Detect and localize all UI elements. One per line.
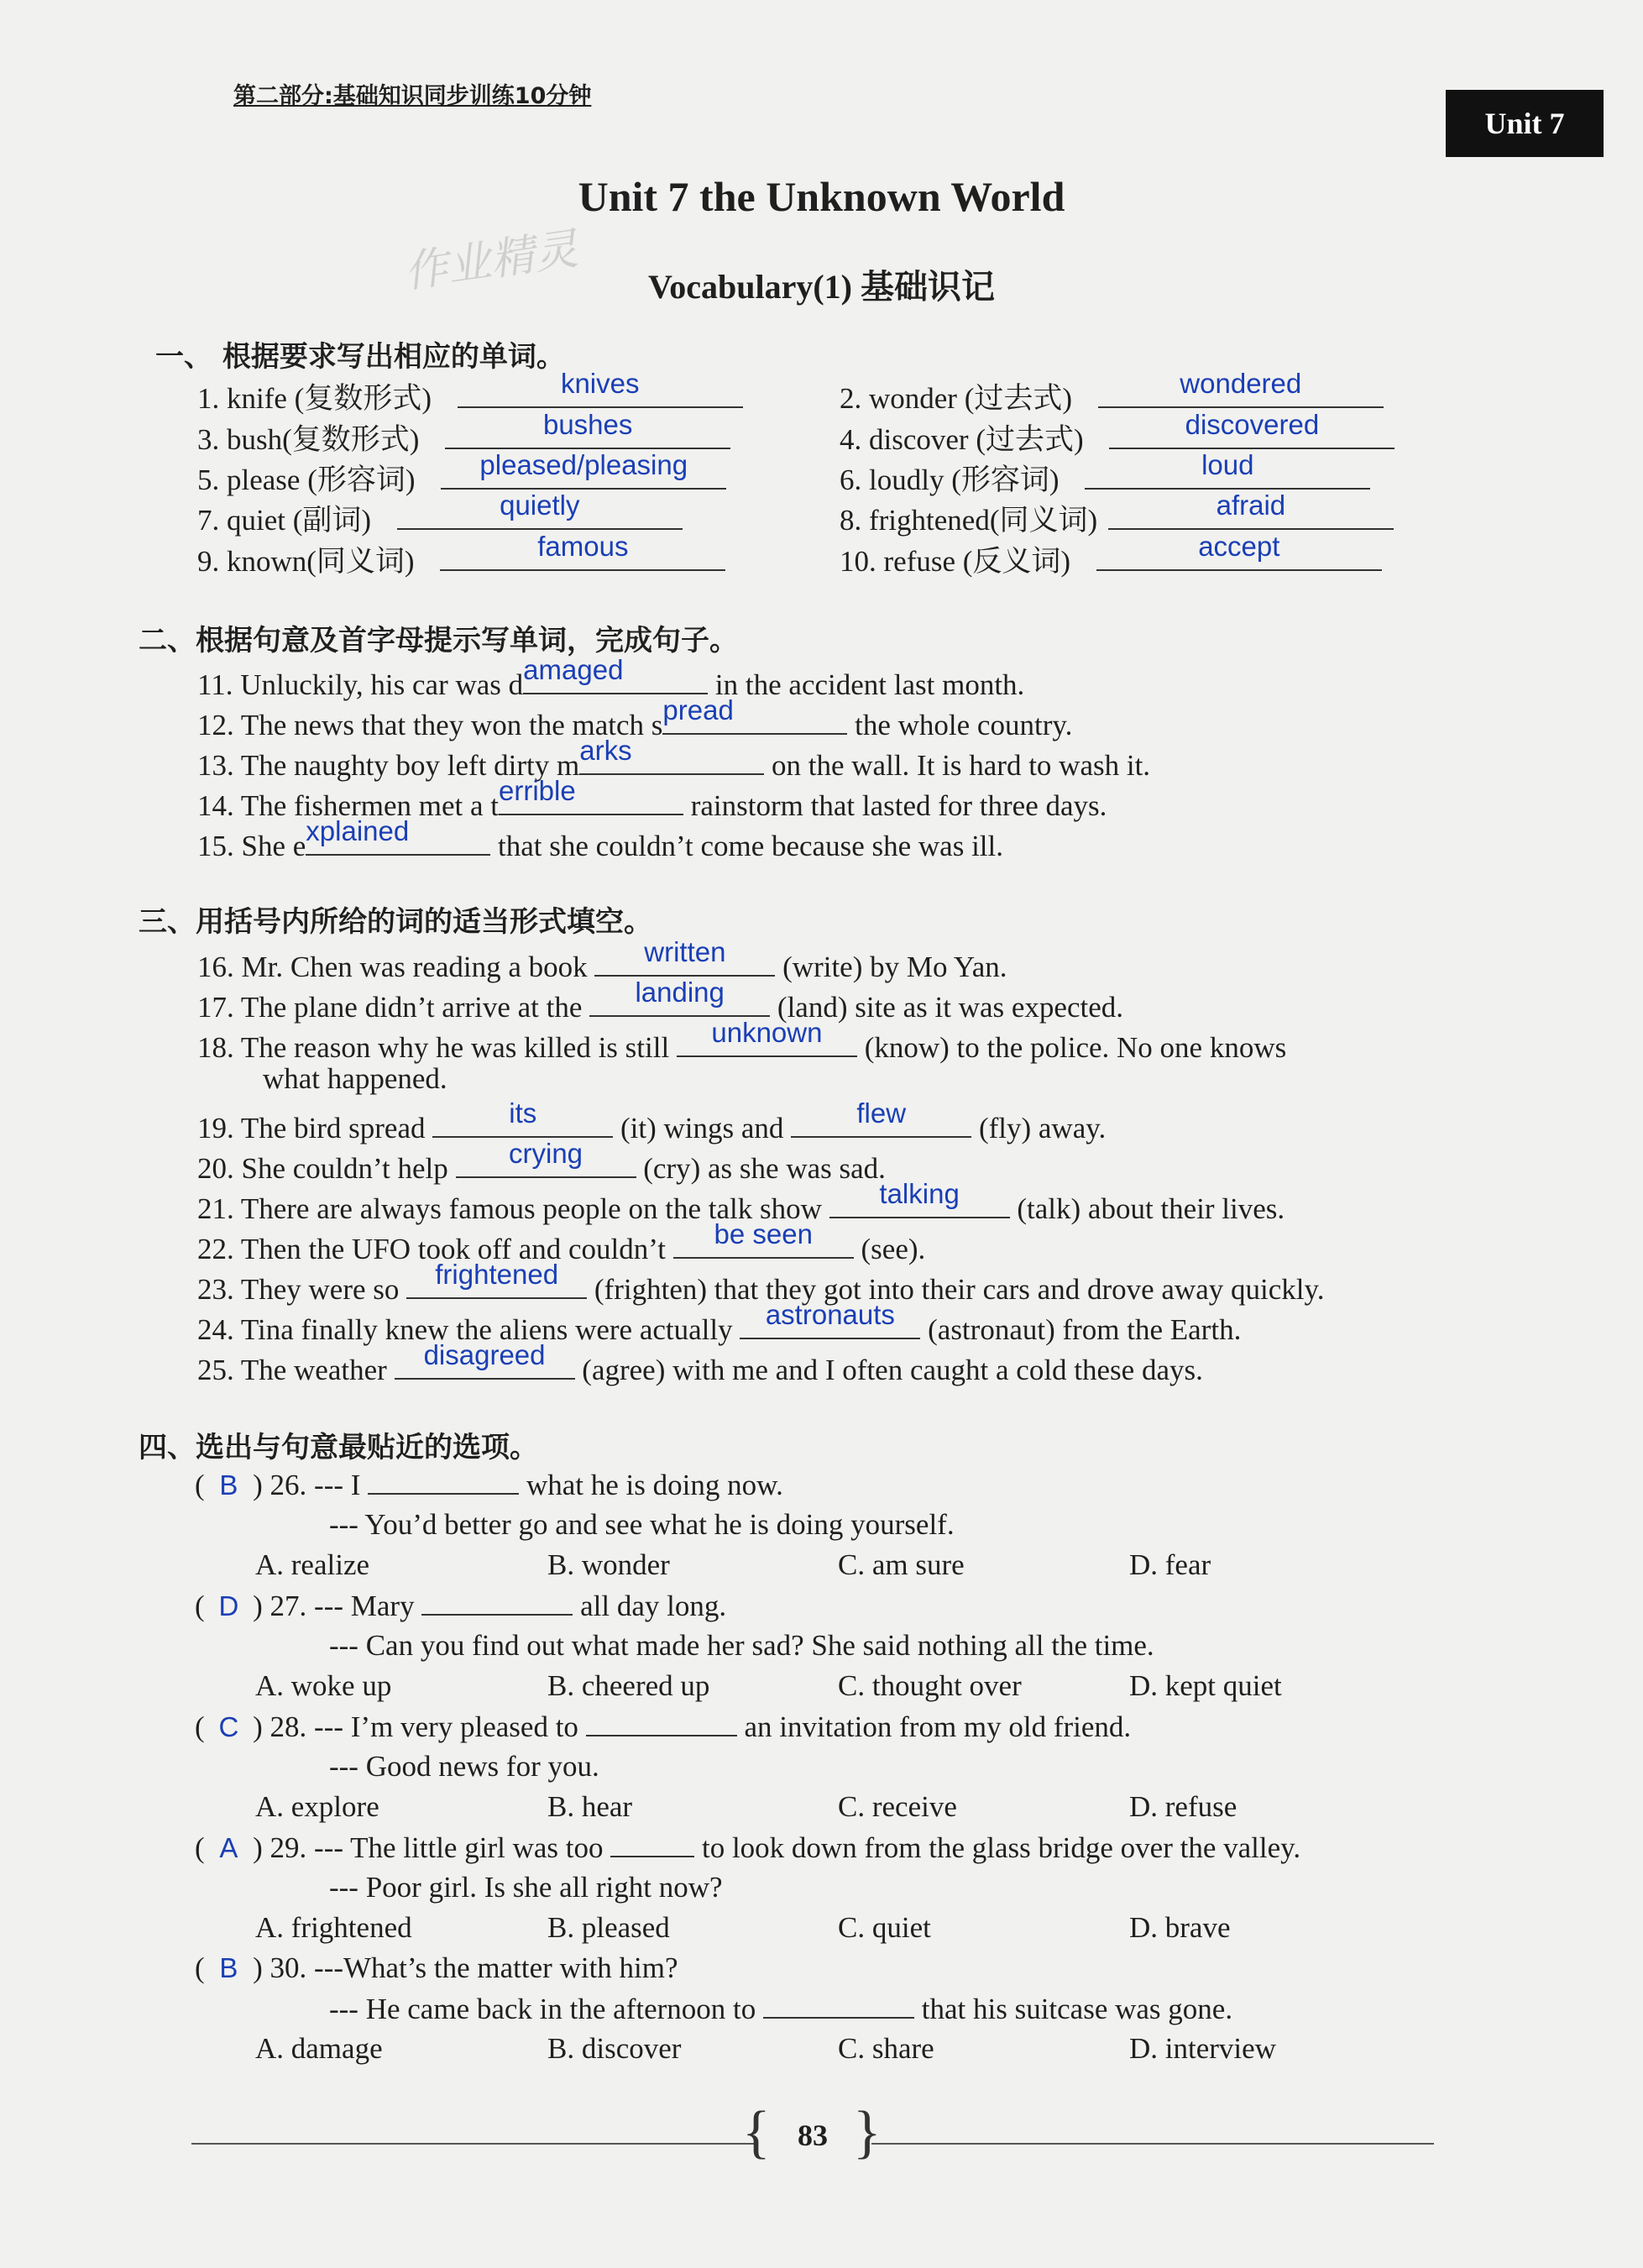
s4-reply-27: --- Can you find out what made her sad? She said nothing all the time. [329, 1629, 1154, 1662]
option-c: C. am sure [838, 1548, 965, 1581]
s3-item-24: 24. Tina finally knew the aliens were actually astronauts (astronaut) from the Earth. [197, 1299, 1242, 1346]
s3-item-17: 17. The plane didn’t arrive at the landing (land) site as it was expected. [197, 977, 1123, 1024]
s4-reply-30: --- He came back in the afternoon to that his suitcase was gone. [329, 1993, 1233, 2025]
option-a: A. explore [255, 1790, 379, 1823]
s1-item-6: 6. loudly (形容词) loud [840, 454, 1370, 499]
s1-item-1: 1. knife (复数形式) knives [197, 373, 743, 417]
s2-item-14: 14. The fishermen met a t errible rainstorm that lasted for three days. [197, 775, 1107, 822]
option-c: C. receive [838, 1790, 957, 1823]
answer: pread [662, 694, 734, 725]
answer: amaged [523, 654, 624, 685]
s2-item-12: 12. The news that they won the match s pread the whole country. [197, 694, 1073, 741]
option-a: A. realize [255, 1548, 370, 1581]
s4-reply-29: --- Poor girl. Is she all right now? [329, 1871, 723, 1904]
s4-question-27: ( D ) 27. --- Mary all day long. [195, 1590, 727, 1622]
answer: discovered [1185, 409, 1320, 440]
s3-item-18-cont: what happened. [263, 1062, 447, 1095]
option-b: B. hear [547, 1790, 633, 1823]
footer-rule-left [191, 2143, 754, 2145]
option-b: B. wonder [547, 1548, 670, 1581]
answer: accept [1198, 531, 1280, 562]
s3-item-19: 19. The bird spread its (it) wings and flew (fly) away. [197, 1097, 1107, 1144]
s1-item-10: 10. refuse (反义词) accept [840, 536, 1382, 580]
section1-heading: 一、 根据要求写出相应的单词。 [155, 340, 565, 374]
answer: famous [537, 531, 629, 562]
s1-item-7: 7. quiet (副词) quietly [197, 495, 683, 539]
s3-item-25: 25. The weather disagreed (agree) with me and I often caught a cold these days. [197, 1339, 1203, 1386]
footer-rule-right [871, 2143, 1434, 2145]
option-c: C. share [838, 2032, 934, 2065]
answer: arks [579, 735, 632, 766]
answer: unknown [711, 1017, 823, 1048]
s4-question-26: ( B ) 26. --- I what he is doing now. [195, 1469, 783, 1501]
answer: talking [879, 1178, 960, 1209]
s1-item-8: 8. frightened(同义词) afraid [840, 495, 1394, 539]
s3-item-23: 23. They were so frightened (frighten) that they got into their cars and drove away quickly. [197, 1259, 1325, 1306]
s2-item-13: 13. The naughty boy left dirty m arks on the wall. It is hard to wash it. [197, 735, 1151, 782]
answer: its [509, 1097, 537, 1129]
s4-reply-26: --- You’d better go and see what he is doing yourself. [329, 1508, 955, 1541]
choice-answer: C [218, 1711, 239, 1742]
answer: errible [498, 775, 576, 806]
answer: astronauts [765, 1299, 895, 1330]
option-a: A. frightened [255, 1911, 412, 1944]
answer: flew [856, 1097, 907, 1129]
option-b: B. pleased [547, 1911, 670, 1944]
option-d: D. fear [1129, 1548, 1211, 1581]
s1-item-2: 2. wonder (过去式) wondered [840, 373, 1384, 417]
choice-answer: D [218, 1590, 239, 1621]
s3-item-18: 18. The reason why he was killed is still unknown (know) to the police. No one knows [197, 1017, 1287, 1064]
answer: xplained [306, 815, 410, 846]
watermark: 作业精灵 [400, 223, 581, 299]
s3-item-20: 20. She couldn’t help crying (cry) as she was sad. [197, 1138, 886, 1185]
header-text: 第二部分:基础知识同步训练10分钟 [233, 83, 592, 109]
s4-reply-28: --- Good news for you. [329, 1750, 599, 1783]
s4-question-28: ( C ) 28. --- I’m very pleased to an invitation from my old friend. [195, 1710, 1132, 1743]
answer: be seen [714, 1218, 813, 1249]
s4-question-29: ( A ) 29. --- The little girl was too to look down from the glass bridge over the valley. [195, 1831, 1301, 1864]
s2-item-15: 15. She e xplained that she couldn’t come because she was ill. [197, 815, 1004, 862]
s1-item-5: 5. please (形容词) pleased/pleasing [197, 454, 726, 499]
section4-heading: 四、选出与句意最贴近的选项。 [139, 1431, 538, 1464]
answer: bushes [542, 409, 633, 440]
choice-answer: B [219, 1952, 238, 1983]
s4-question-30: ( B ) 30. ---What’s the matter with him? [195, 1951, 678, 1984]
brace-left-icon: { [742, 2100, 771, 2165]
answer: wondered [1180, 368, 1302, 399]
section2-heading: 二、根据句意及首字母提示写单词，完成句子。 [139, 624, 738, 657]
choice-answer: B [219, 1469, 238, 1501]
s1-item-3: 3. bush(复数形式) bushes [197, 414, 730, 458]
option-d: D. interview [1129, 2032, 1276, 2065]
option-a: A. woke up [255, 1669, 392, 1702]
s3-item-22: 22. Then the UFO took off and couldn’t be seen (see). [197, 1218, 926, 1265]
option-c: C. quiet [838, 1911, 931, 1944]
answer: written [644, 936, 726, 967]
page-title: Unit 7 the Unknown World [578, 173, 1065, 220]
option-c: C. thought over [838, 1669, 1022, 1702]
option-b: B. cheered up [547, 1669, 710, 1702]
answer: knives [560, 368, 640, 399]
option-a: A. damage [255, 2032, 383, 2065]
option-d: D. brave [1129, 1911, 1231, 1944]
choice-answer: A [219, 1832, 238, 1863]
unit-tag: Unit 7 [1446, 90, 1604, 157]
page-subtitle: Vocabulary(1) 基础识记 [648, 268, 995, 306]
s1-item-4: 4. discover (过去式) discovered [840, 414, 1394, 458]
answer: afraid [1216, 490, 1286, 521]
page-number: 83 [798, 2119, 828, 2152]
option-b: B. discover [547, 2032, 682, 2065]
answer: loud [1201, 449, 1254, 480]
answer: disagreed [423, 1339, 546, 1370]
s2-item-11: 11. Unluckily, his car was d amaged in the accident last month. [197, 654, 1025, 701]
option-d: D. refuse [1129, 1790, 1237, 1823]
answer: pleased/pleasing [479, 449, 688, 480]
option-d: D. kept quiet [1129, 1669, 1282, 1702]
answer: landing [635, 977, 725, 1008]
s3-item-21: 21. There are always famous people on the talk show talking (talk) about their lives. [197, 1178, 1285, 1225]
s3-item-16: 16. Mr. Chen was reading a book written (write) by Mo Yan. [197, 936, 1007, 983]
section3-heading: 三、用括号内所给的词的适当形式填空。 [139, 905, 652, 939]
s1-item-9: 9. known(同义词) famous [197, 536, 725, 580]
brace-right-icon: } [853, 2100, 882, 2165]
answer: crying [509, 1138, 583, 1169]
answer: quietly [500, 490, 580, 521]
answer: frightened [435, 1259, 559, 1290]
